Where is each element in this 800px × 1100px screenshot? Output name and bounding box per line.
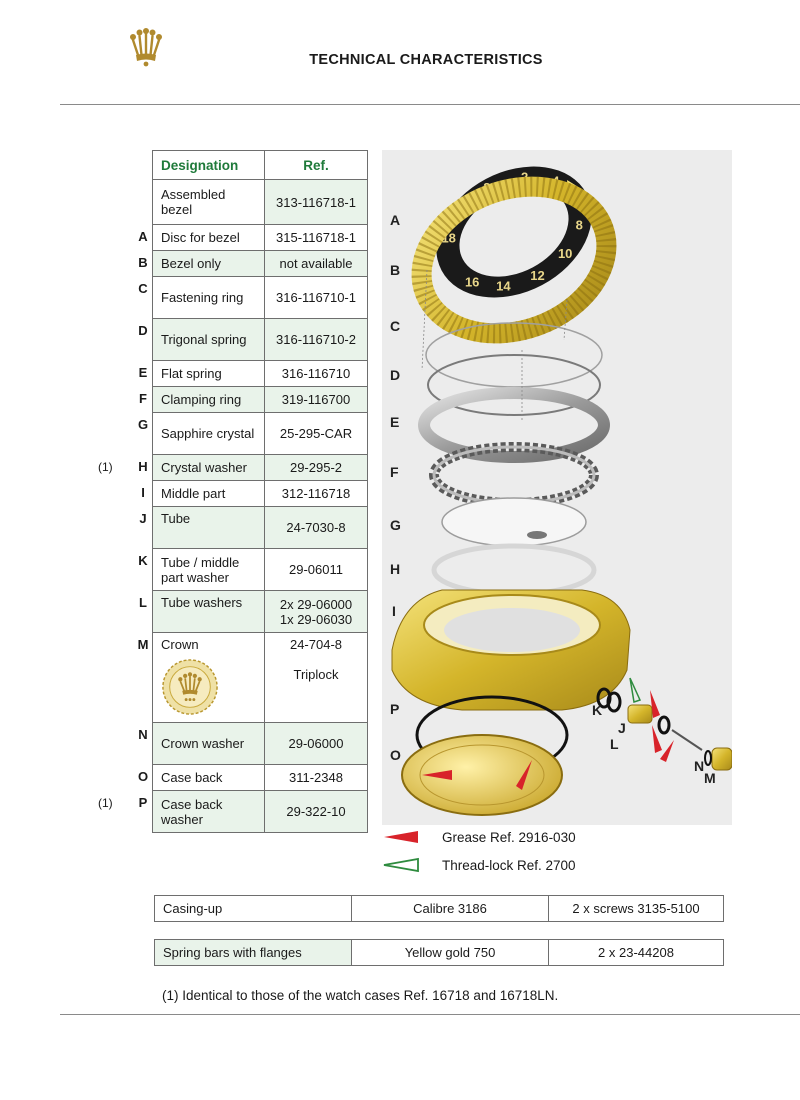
- footnote-mark: (1): [98, 796, 113, 810]
- ref-cell: 315-116718-1: [265, 225, 368, 251]
- table-row: [153, 319, 368, 361]
- diagram-label: K: [592, 702, 603, 718]
- grease-marker-icon: [382, 829, 422, 845]
- casing-up-screws: 2 x screws 3135-5100: [549, 896, 724, 922]
- table-row: [153, 277, 368, 319]
- ref-cell: 313-116718-1: [265, 180, 368, 225]
- table-row: [153, 481, 368, 507]
- table-row: [155, 940, 724, 966]
- bezel-numeral: 14: [496, 278, 511, 294]
- designation-cell: Clamping ring: [153, 387, 265, 413]
- threadlock-marker-icon: [382, 857, 422, 873]
- table-row: [153, 633, 368, 723]
- table-row: [155, 896, 724, 922]
- ref-cell: 25-295-CAR: [265, 413, 368, 455]
- bezel-numeral: 18: [441, 230, 456, 246]
- row-letter: F: [139, 391, 147, 406]
- bezel-numeral: 20: [455, 202, 471, 218]
- casing-up-table: [154, 895, 724, 922]
- row-letter: B: [138, 255, 148, 270]
- designation-cell: Bezel only: [153, 251, 265, 277]
- diagram-label: B: [390, 262, 401, 278]
- ref-cell: 316-116710-1: [265, 277, 368, 319]
- casing-up-calibre: Calibre 3186: [352, 896, 549, 922]
- row-letter: A: [138, 229, 148, 244]
- ref-cell: not available: [265, 251, 368, 277]
- diagram-label: N: [694, 758, 705, 774]
- ref-cell: 29-295-2: [265, 455, 368, 481]
- bezel-numeral: 2: [520, 169, 529, 185]
- row-letter: I: [141, 485, 145, 500]
- table-row: [153, 387, 368, 413]
- crown-icon: [161, 658, 219, 716]
- ref-cell: [265, 633, 368, 723]
- bezel-numeral: 4: [552, 173, 560, 189]
- table-row: [153, 591, 368, 633]
- legend-grease-text: Grease Ref. 2916-030: [442, 830, 576, 845]
- row-letter: G: [137, 417, 149, 432]
- diagram-label: H: [390, 561, 401, 577]
- row-letter: C: [138, 281, 148, 296]
- diagram-label: C: [390, 318, 401, 334]
- diagram-label: J: [618, 720, 626, 736]
- designation-cell: Tube: [153, 507, 265, 549]
- table-row: [153, 549, 368, 591]
- row-letter: J: [139, 511, 147, 526]
- bottom-divider: [60, 1014, 800, 1015]
- ref-cell: 316-116710-2: [265, 319, 368, 361]
- designation-cell: Middle part: [153, 481, 265, 507]
- row-letter: N: [138, 727, 148, 742]
- bezel-numeral: 16: [464, 274, 480, 290]
- diagram-label: I: [392, 603, 396, 619]
- row-letter: E: [138, 365, 148, 380]
- row-letter: K: [138, 553, 148, 568]
- designation-cell: Crown washer: [153, 723, 265, 765]
- table-row: [153, 507, 368, 549]
- row-letter: L: [139, 595, 147, 610]
- bezel-numeral: 10: [557, 245, 573, 261]
- footnote-mark: (1): [98, 460, 113, 474]
- exploded-view-illustration: [382, 150, 732, 825]
- designation-cell: Sapphire crystal: [153, 413, 265, 455]
- bezel-numeral: 22: [483, 179, 498, 195]
- designation-cell: [153, 633, 265, 723]
- designation-cell: Trigonal spring: [153, 319, 265, 361]
- parts-table: [152, 150, 368, 833]
- designation-cell: Fastening ring: [153, 277, 265, 319]
- row-letter: H: [138, 459, 148, 474]
- exploded-diagram: [382, 150, 732, 825]
- designation-cell: Tube / middle part washer: [153, 549, 265, 591]
- ref-cell: 29-06011: [265, 549, 368, 591]
- casing-up-label: Casing-up: [155, 896, 352, 922]
- ref-cell: 311-2348: [265, 765, 368, 791]
- row-letter: D: [138, 323, 148, 338]
- bezel-numeral: 12: [530, 268, 545, 284]
- bezel-numeral: 8: [575, 217, 583, 233]
- diagram-label: E: [390, 414, 400, 430]
- designation-header: Designation: [153, 151, 265, 180]
- designation-cell: Flat spring: [153, 361, 265, 387]
- diagram-label: M: [704, 770, 716, 786]
- ref-cell: 312-116718: [265, 481, 368, 507]
- page-title: TECHNICAL CHARACTERISTICS: [309, 52, 543, 68]
- table-row: [153, 361, 368, 387]
- table-row: [153, 251, 368, 277]
- top-divider: [60, 104, 800, 105]
- designation-cell: Disc for bezel: [153, 225, 265, 251]
- table-row: [153, 455, 368, 481]
- ref-cell: 319-116700: [265, 387, 368, 413]
- table-row: [153, 791, 368, 833]
- ref-cell: 316-116710: [265, 361, 368, 387]
- designation-cell: Tube washers: [153, 591, 265, 633]
- ref-line: 24-704-8: [289, 637, 343, 652]
- designation-text: Crown: [161, 637, 199, 652]
- ref-header: Ref.: [265, 151, 368, 180]
- ref-line: 2x 29-06000: [279, 596, 353, 612]
- designation-cell: Case back: [153, 765, 265, 791]
- table-row: [153, 765, 368, 791]
- ref-line: 1x 29-06030: [279, 611, 353, 627]
- diagram-label: O: [390, 747, 401, 763]
- spring-bars-ref: 2 x 23-44208: [549, 940, 724, 966]
- spring-bars-table: [154, 939, 724, 966]
- ref-cell: [265, 591, 368, 633]
- ref-cell: 29-322-10: [265, 791, 368, 833]
- diagram-label: A: [390, 212, 401, 228]
- designation-cell: Crystal washer: [153, 455, 265, 481]
- ref-cell: 24-7030-8: [265, 507, 368, 549]
- table-row: [153, 723, 368, 765]
- table-row: [153, 413, 368, 455]
- row-letter: O: [137, 769, 149, 784]
- diagram-label: F: [390, 464, 399, 480]
- designation-cell: Case back washer: [153, 791, 265, 833]
- designation-cell: Assembled bezel: [153, 180, 265, 225]
- legend-threadlock-text: Thread-lock Ref. 2700: [442, 858, 576, 873]
- diagram-label: G: [390, 517, 401, 533]
- ref-cell: 29-06000: [265, 723, 368, 765]
- diagram-label: L: [610, 736, 619, 752]
- spring-bars-label: Spring bars with flanges: [155, 940, 352, 966]
- bezel-numeral: 6: [572, 191, 580, 207]
- footnote: (1) Identical to those of the watch cases Ref. 16718 and 16718LN.: [162, 988, 559, 1003]
- spring-bars-material: Yellow gold 750: [352, 940, 549, 966]
- table-row: [153, 180, 368, 225]
- row-letter: P: [138, 795, 148, 810]
- row-letter: M: [137, 637, 149, 652]
- ref-line: Triplock: [293, 667, 339, 682]
- table-row: [153, 225, 368, 251]
- diagram-label: D: [390, 367, 401, 383]
- diagram-label: P: [390, 701, 400, 717]
